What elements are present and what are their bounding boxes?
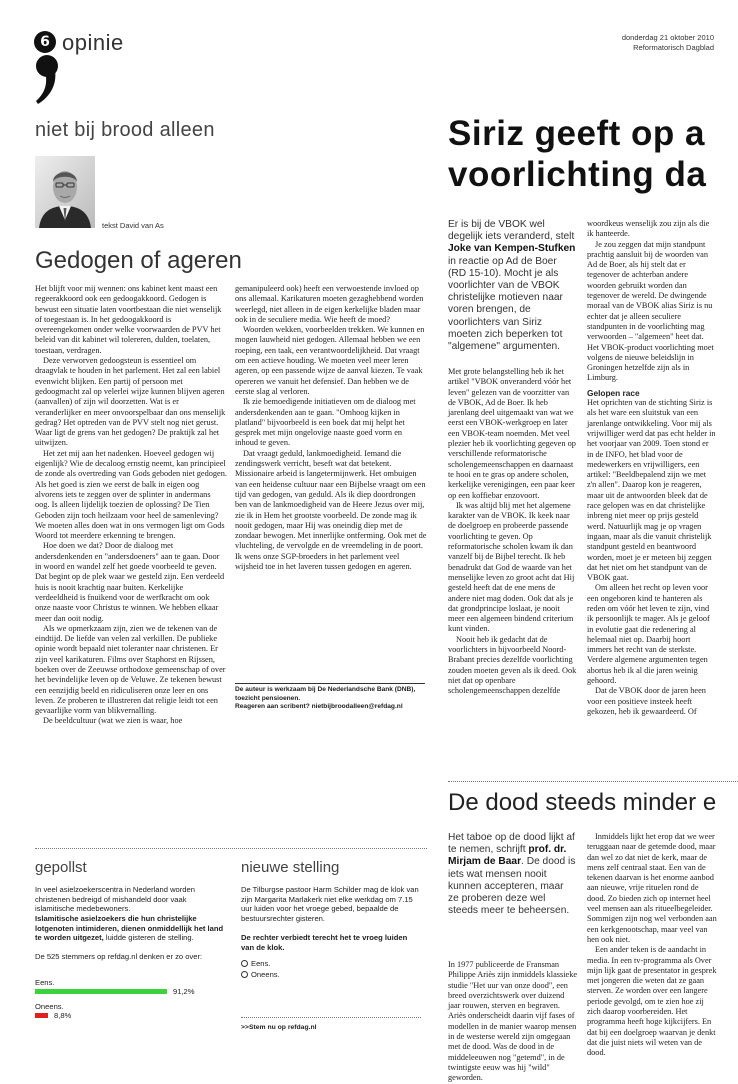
poll-result-bar (35, 989, 167, 994)
poll-intro: In veel asielzoekerscentra in Nederland worden christenen bedreigd of mishandeld door vaak islamitische medebewoners. (35, 885, 195, 914)
stelling-vote-link[interactable]: >>Stem nu op refdag.nl (241, 1024, 317, 1031)
article1-body-col1 (448, 367, 578, 697)
radio-icon[interactable] (241, 960, 248, 967)
paragraph: Ik was altijd blij met het algemene karakter van de VBOK. Ik keek naar de doelgroep en probeerde passende voorlichting te geven. Op reformatorische scholen kwam ik dan vanzelf bij de Bijbel terecht. Ik heb benadrukt dat God de waarde van het menselijke leven zo groot acht dat Hij gesteld heeft dat de ene mens de andere niet mag doden. Ook dat als je dat grondprincipe loslaat, je nooit meer een algemeen bindend criterium kunt vinden. (448, 500, 575, 634)
paragraph: Een ander teken is de aandacht in media. In een tv-programma als Over mijn lijk gaat de presentator in gesprek met jongeren die weten dat ze gaan sterven. Ze worden over een langere periode gevolgd, om te zien hoe zij zich daarop voorbereiden. Het programma heeft hoge kijkcijfers. En dat bij een doelgroep waarvan je denkt dat die juist niets wil weten van de dood. (587, 945, 717, 1058)
paragraph: Het blijft voor mij wennen: ons kabinet kent maast een regeerakkoord ook een gedoogakkoord. Gedogen is bewust een situatie laten voortbestaan die niet wenselijk of toegestaan is. In het gedoogakkoord is overeengekomen onder welke voorwaarden de PVV het beleid van dit kabinet wil tolereren, dulden, toelaten, toestaan, verdragen. (35, 284, 222, 355)
paragraph: In 1977 publiceerde de Fransman Philippe Ariès zijn inmiddels klassieke studie "Het uur van onze dood", een breed overzichtswerk over duizend jaar rouwen, sterven en begraven. Ariès onderscheidt daarin vijf fases of modellen in de manier waarop mensen in de westerse wereld zijn omgegaan met de dood. Was de dood in de middeleeuwen nog "getemd", in de twintigste eeuw was hij "wild" geworden. (448, 960, 578, 1083)
stelling-divider (241, 1017, 421, 1018)
paragraph: Als we opmerkzaam zijn, zien we de tekenen van de eindtijd. De liefde van velen zal verkillen. De publieke opinie wordt bepaald niet toleranter naar christenen. Er zijn veel karikaturen. Films over Staphorst en Rijssen, boeken over de Zeeuwse orthodoxe gemeenschap of over het bevindelijke leven op de Veluwe. Ze tekenen bewust een eenzijdig beeld en ridiculiseren onze leer en ons leven. Ze proberen te illustreren dat religie leidt tot een gevaarlijke vorm van blikvernalling. (35, 623, 226, 716)
article2-body-col2 (587, 832, 717, 1059)
paragraph: De beeldcultuur (wat we zien is waar, hoe (43, 716, 183, 726)
page-number-badge (34, 31, 56, 53)
option-label: Eens. (251, 959, 271, 968)
article1-body-col2 (587, 219, 717, 717)
paragraph: Met grote belangstelling heb ik het artikel "VBOK onveranderd vóór het leven" gelezen van de voorzitter van de VBOK, Ad de Boer. Ik heb jarenlang deel uitgemaakt van wat we eerst een VBOK-werkgroep en later een VBOK-team noemden. Met veel plezier heb ik voorlichting gegeven op verschillende reformatorische scholengemeenschappen en daarnaast te hooi en te gras op andere scholen, kerkelijke verenigingen, een paar keer op een koffiebar enzovoort. (448, 367, 576, 500)
column-rubric: niet bij brood alleen (35, 119, 215, 141)
paragraph: gemanipuleerd ook) heeft een verwoestende invloed op ons allemaal. Karikaturen moeten gezaghebbend worden weerlegd, niet alleen in de eigen kerkelijke bladen maar ook in de seculiere media. Wie heeft de moed? (235, 284, 424, 324)
column-body-col2 (235, 284, 427, 572)
poll-divider (35, 848, 427, 849)
header-date: donderdag 21 oktober 2010 (621, 33, 714, 42)
poll-voters: De 525 stemmers op refdag.nl denken er zo over: (35, 952, 203, 961)
paragraph: Ik zie bemoedigende initiatieven om de dialoog met andersdenkenden aan te gaan. "Omhoog kijken in platland" bijvoorbeeld is een boek dat mij helpt het gesprek met mijn ongelovige naaste goed vorm en inhoud te geven. (235, 397, 416, 448)
paragraph: Inmiddels lijkt het erop dat we weer teruggaan naar de getemde dood, maar dan wel zo dat niet de kerk, maar de mens zelf centraal staat. Een van de tekenen daarvan is het enorme aanbod aan nieuwe, vrije rituelen rond de dood. Zo bieden zich op internet heel veel mensen aan als ritueelbegeleider. Sommigen zijn nog wel verbonden aan een kerkgenootschap, maar veel van hen ook niet. (587, 832, 717, 944)
intro-text: in reactie op Ad de Boer (RD 15-10). Mocht je als voorlichter van de VBOK christelijke motieven naar voren brengen, de voorlichters van Siriz moeten zich beperken tot "algemene" argumenten. (448, 255, 563, 353)
paragraph: Hoe doen we dat? Door de dialoog met andersdenkenden en "andersdoeners" aan te gaan. Door in woord en wandel zelf het goede voorbeeld te geven. Dat begint op de plek waar we gesteld zijn. Een verdeeld huis is nooit krachtig naar buiten. Kerkelijke verdeeldheid is fnuikend voor de werfkracht om ook onze naaste voor Christus te winnen. We hebben elkaar meer dan ooit nodig. (35, 541, 225, 623)
option-label: Oneens. (251, 970, 280, 979)
article1-intro (448, 219, 576, 353)
stelling-option-eens[interactable] (241, 959, 270, 968)
paragraph: Nooit heb ik gedacht dat de voorlichters in bijvoorbeeld Noord-Brabant precies dezelfde voorlichting zouden moeten geven als ik deed. Ook niet dat op openbare scholengemeenschappen dezelfde (448, 634, 577, 696)
stelling-intro: De Tilburgse pastoor Harm Schilder mag de klok van zijn Margarita Marlakerk niet elke werkdag om 7.15 uur luiden voor het vroege gebed, bepaalde de bestuursrechter gisteren. (241, 885, 419, 923)
author-photo (35, 156, 95, 228)
poll-result-bar (35, 1013, 48, 1018)
radio-icon[interactable] (241, 971, 248, 978)
article1-headline-line1: Siriz geeft op a (448, 114, 705, 153)
author-name: prof. dr. Mirjam de Baar (448, 844, 567, 868)
stelling-title: nieuwe stelling (241, 859, 340, 876)
column-title: Gedogen of ageren (35, 247, 242, 274)
stelling-option-oneens[interactable] (241, 970, 280, 979)
author-name: Joke van Kempen-Stufken (448, 243, 576, 255)
intro-text: Er is bij de VBOK wel degelijk iets veranderd, stelt (448, 219, 575, 243)
byline: tekst David van As (102, 221, 164, 230)
comma-logo (33, 54, 61, 106)
page-number: 6 (40, 34, 50, 50)
poll-statement (35, 914, 227, 943)
article2-intro (448, 832, 576, 917)
poll-results (35, 978, 217, 1048)
paragraph: Deze verworven gedoogsteun is essentieel om draagvlak te houden in het parlement. Het zal een labiel evenwicht blijken. Een partij of persoon met gedoogmacht zal op velerlei wijze kunnen blijven ageren (aanvallen) of zijn wil doorzetten. Wat is er veranderlijker en meer onvoorspelbaar dan ons menselijk gedrag? Het optreden van de PVV stelt nog niet gerust. Waar ligt de grens van het gedogen? De praktijk zal het uitwijzen. (35, 356, 226, 448)
article1-headline-line2: voorlichting da (448, 155, 707, 194)
paragraph: Woorden wekken, voorbeelden trekken. We kunnen en mogen lauwheid niet gedogen. Allemaal hebben we een roeping, een taak, een verantwoordelijkheid. Dat vraagt om een actieve houding. We moeten veel meer leren ageren, op een passende wijze de aanval kiezen. Te vaak opereren we vanuit het defensief. Dan hebben we de eerste slag al verloren. (235, 325, 425, 396)
stelling-statement: De rechter verbiedt terecht het te vroeg luiden van de klok. (241, 933, 408, 952)
poll-result-label: Oneens. (35, 1002, 64, 1011)
poll-result-percent: 8,8% (54, 1011, 72, 1020)
intro-text: . De dood is iets wat mensen nooit kunnen accepteren, maar ze proberen deze wel steeds meer te beheersen. (448, 856, 576, 917)
paragraph: woordkeus wenselijk zou zijn als die ik hanteerde. (587, 219, 710, 239)
paragraph: Het oprichten van de stichting Siriz is als het ware een sluitstuk van een jarenlange ontwikkeling. Voor mij als vrijwilliger werd dat pas echt helder in het voorjaar van 2009. Toen stond er in de INFO, het blad voor de medewerkers en vrijwilligers, een artikel: "Beeldbepalend zijn we met z'n allen". Daarop kon je reageren, maar uit de antwoorden bleek dat de race gelopen was en dat christelijke inbreng niet meer op prijs gesteld werd. Natuurlijk mag je op vragen ingaan, maar als die vanuit christelijk standpunt gesteld en beantwoord worden, moet je er meteen bij zeggen dat het niet om het standpunt van de VBOK gaat. (587, 398, 716, 583)
paragraph: Om alleen het recht op leven voor een ongeboren kind te hanteren als reden om vóór het leven te zijn, vind ik persoonlijk te mager. Als je geloof in evolutie gaat die redenering al helemaal niet op. Daarbij hoort immers het recht van de sterkste. Verdere algemene argumenten tegen abortus heb ik al die jaren weinig gehoord. (587, 583, 710, 686)
column-body-col1 (35, 284, 227, 727)
header-paper: Reformatorisch Dagblad (633, 43, 714, 52)
article2-body-col1 (448, 960, 578, 1084)
poll-statement-bold: Islamitische asielzoekers die hun christelijke lotgenoten intimideren, dienen onmiddellijk het land te worden uitgezet, (35, 914, 224, 943)
subheading: Gelopen race (587, 387, 640, 398)
paragraph: Dat de VBOK door de jaren heen voor een positieve insteek heeft gekozen, heb ik gewaardeerd. Of (587, 686, 706, 716)
poll-result-label: Eens. (35, 978, 55, 987)
section-title: opinie (62, 30, 124, 55)
poll-result-percent: 91,2% (173, 987, 195, 996)
article-divider (448, 781, 738, 782)
footnote-divider (235, 683, 425, 684)
article2-headline: De dood steeds minder e (448, 789, 717, 816)
poll-title: gepollst (35, 859, 87, 876)
footnote-contact: Reageren aan scribent? nietbijbroodalleen@refdag.nl (235, 703, 403, 710)
paragraph: Het zet mij aan het nadenken. Hoeveel gedogen wij eigenlijk? Wie de decaloog ernstig neemt, kan principieel de zonde als overtreding van Gods geboden niet gedogen. Als het goed is zien we eerst de balk in eigen oog alvorens iets te zeggen over de splinter in andermans oog. Is alleen lijdelijk toezien de oplossing? De Tien Geboden zijn toch heilzaam voor heel de samenleving? We moeten alles doen wat in ons vermogen ligt om Gods Woord tot meerdere erkenning te brengen. (35, 448, 227, 541)
paragraph: Je zou zeggen dat mijn standpunt prachtig aansluit bij de woorden van Ad de Boer, als hij stelt dat er tegenover de achterban andere woorden gebruikt worden dan tegenover de wereld. De dwingende moraal van de VBOK alias Siriz is nu echter dat je alleen seculiere standpunten in de voorlichting mag verwoorden – "algemeen" heet dat. Het VBOK-product voorlichting moet volgens de nieuwe beleidslijn in Groningen hetzelfde zijn als in Limburg. (587, 239, 714, 383)
intro-text: Het taboe op de dood lijkt af te nemen, schrijft (448, 832, 575, 856)
footnote-author: De auteur is werkzaam bij De Nederlandsche Bank (DNB), toezicht pensioenen. (235, 686, 416, 702)
poll-statement-rest: luidde gisteren de stelling. (103, 933, 194, 943)
paragraph: Dat vraagt geduld, lankmoedigheid. Iemand die zendingswerk verricht, beseft wat dat betekent. Missionaire arbeid is langetermijnwerk. Het ombuigen van een heidense cultuur naar een Bijbelse vraagt om een tijd van gedogen, van geduld. Als ik diep doordrongen ben van de lankmoedigheid van de Heere Jezus over mij, zie ik in Hem het grootste voorbeeld. De zonde mag ik nooit gedogen, maar Hij was oneindig diep met de zondaar bewogen. Met innerlijke ontferming. Ook met de vluchteling, de vervolgde en de vreemdeling in de poort. Ik wens onze SGP-broeders in het parlement veel wijsheid toe in het laveren tussen gedogen en ageren. (235, 448, 427, 572)
